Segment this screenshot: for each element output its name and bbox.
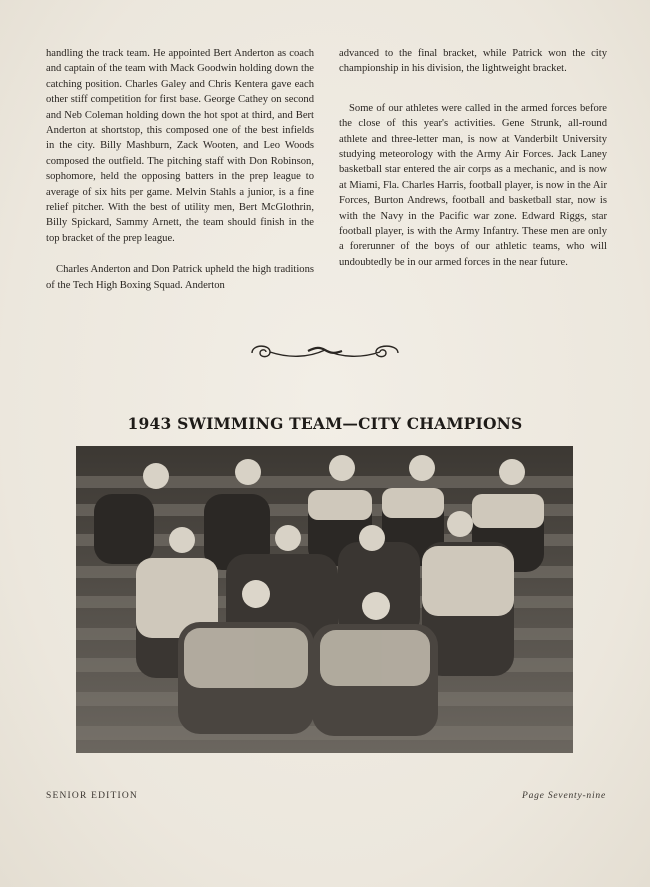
footer-edition: SENIOR EDITION	[46, 791, 138, 801]
section-heading: 1943 SWIMMING TEAM—CITY CHAMPIONS	[127, 414, 523, 433]
team-photo	[76, 446, 573, 753]
right-paragraph-1: advanced to the final bracket, while Patrick won the city championship in his division, the lightweight bracket.	[339, 48, 607, 75]
flourish-ornament-icon	[248, 338, 402, 368]
right-paragraph-2: Some of our athletes were called in the armed forces before the close of this year's activities. Gene Strunk, all-round athlete and three-letter man, is now at Vanderbilt University studying meteorology with the Army Air Forces. Jack Laney basketball star entered the air corps as a mechanic, and is now at Miami, Fla. Charles Harris, football player, is now in the Air Forces, Burton Andrews, football and basketball star, now is with the Navy in the Pacific war zone. Edward Riggs, star football player, is with the Army Infantry. These men are only a forerunner of the boys of our athletic teams, who will undoubtedly be in our armed forces in the near future.	[339, 102, 607, 268]
left-text-column	[46, 46, 314, 309]
left-paragraph-1: handling the track team. He appointed Bert Anderton as coach and captain of the team with Mack Goodwin holding down the catching position. Charles Galey and Chris Kentera gave each other stiff competition for first base. George Cathey on second and Neb Coleman holding down the hot spot at third, and Bert Anderton at shortstop, this composed one of the best infields in the city. Billy Mashburn, Zack Wooten, and Leo Woods composed the outfield. The pitching staff with Don Robinson, sophomore, held the opposing batters in the prep league to average of six hits per game. Melvin Stahls a junior, is a fine relief pitcher. With the best of utility men, Bert McGlothrin, Billy Spickard, Sammy Arnett, the team should finish in the top bracket of the prep league.	[46, 48, 314, 244]
footer-page-number: Page Seventy-nine	[521, 791, 606, 801]
right-text-column	[339, 46, 607, 286]
left-paragraph-2: Charles Anderton and Don Patrick upheld the high traditions of the Tech High Boxing Squad. Anderton	[46, 264, 314, 291]
